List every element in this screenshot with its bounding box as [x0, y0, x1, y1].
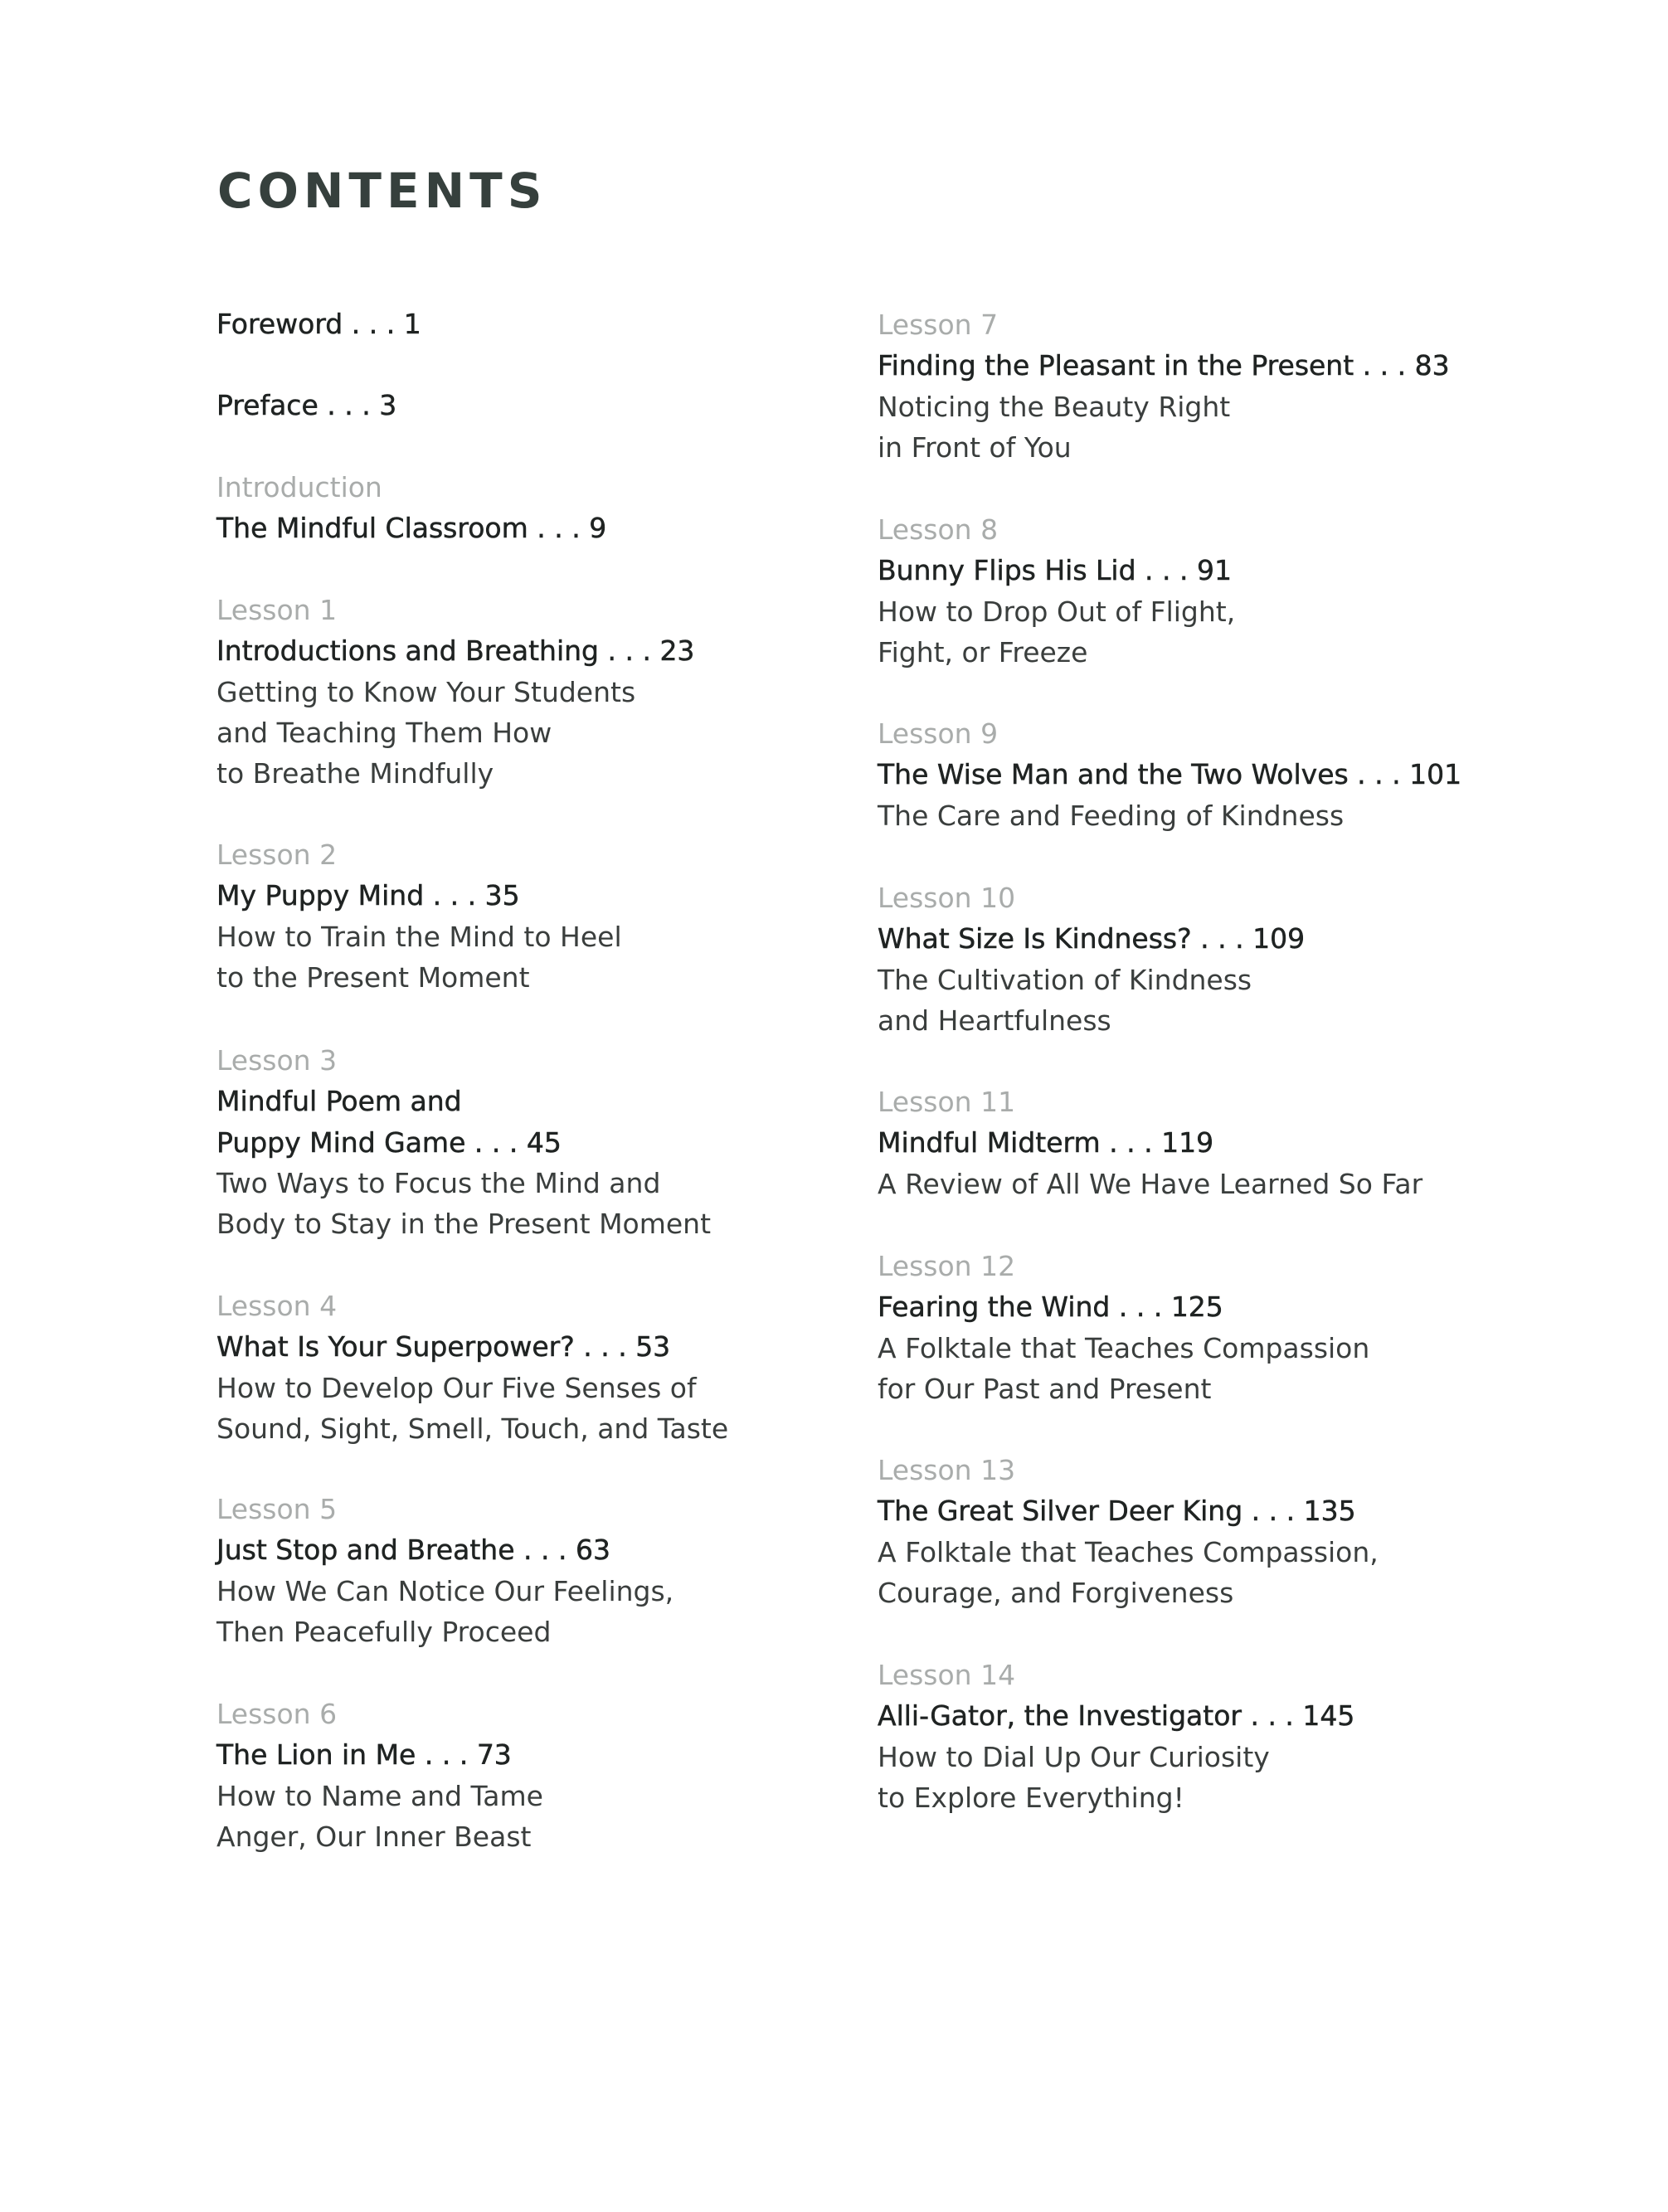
toc-entry[interactable] — [878, 1450, 1379, 1613]
entry-title[interactable] — [878, 550, 1235, 591]
dot-leader: . . . — [343, 308, 404, 340]
toc-entry[interactable] — [216, 385, 396, 425]
entry-subtitle: A Folktale that Teaches Compassion — [878, 1331, 1370, 1364]
entry-subtitle: Anger, Our Inner Beast — [216, 1820, 532, 1853]
entry-subtitle: How to Dial Up Our Curiosity — [878, 1740, 1270, 1773]
entry-subtitle: Fight, or Freeze — [878, 635, 1088, 668]
entry-subtitle: How to Name and Tame — [216, 1779, 543, 1812]
toc-entry[interactable] — [878, 713, 1461, 836]
entry-subtitle: to the Present Moment — [216, 960, 530, 994]
entry-label: Lesson 10 — [878, 882, 1016, 914]
entry-title-text: Mindful Midterm — [878, 1126, 1101, 1159]
dot-leader: . . . — [599, 634, 660, 668]
entry-label: Lesson 1 — [216, 594, 338, 626]
entry-title-text: The Mindful Classroom — [216, 512, 528, 545]
entry-label: Lesson 6 — [216, 1698, 338, 1730]
toc-entry[interactable] — [878, 509, 1235, 673]
toc-entry[interactable] — [878, 1655, 1354, 1818]
entry-label: Lesson 4 — [216, 1290, 338, 1322]
entry-title[interactable] — [878, 1490, 1379, 1531]
entry-title-text: Introductions and Breathing — [216, 634, 599, 668]
entry-subtitle: Body to Stay in the Present Moment — [216, 1208, 712, 1241]
toc-entry[interactable] — [216, 590, 694, 794]
toc-entry[interactable] — [878, 878, 1305, 1041]
entry-title-text: What Size Is Kindness? — [878, 922, 1192, 955]
page-title: CONTENTS — [217, 163, 547, 219]
toc-entry[interactable] — [216, 467, 606, 549]
entry-label: Lesson 12 — [878, 1250, 1016, 1282]
entry-subtitle: Getting to Know Your Students — [216, 675, 636, 708]
dot-leader: . . . — [1354, 349, 1415, 382]
toc-entry[interactable] — [216, 834, 622, 998]
toc-entry[interactable] — [216, 1286, 728, 1449]
entry-title-text: Just Stop and Breathe — [216, 1534, 515, 1567]
entry-label: Lesson 7 — [878, 309, 999, 341]
entry-subtitle: Sound, Sight, Smell, Touch, and Taste — [216, 1412, 729, 1445]
entry-label: Lesson 11 — [878, 1086, 1016, 1118]
page-number: 35 — [484, 879, 520, 912]
entry-subtitle: and Heartfulness — [878, 1004, 1111, 1037]
entry-title[interactable] — [878, 1286, 1369, 1327]
dot-leader: . . . — [1100, 1126, 1162, 1159]
entry-subtitle: A Folktale that Teaches Compassion, — [878, 1535, 1379, 1568]
page-number: 45 — [526, 1125, 562, 1159]
entry-label: Lesson 2 — [216, 839, 338, 871]
entry-title[interactable] — [878, 1122, 1422, 1163]
toc-entry[interactable] — [878, 304, 1450, 468]
entry-subtitle: How to Train the Mind to Heel — [216, 920, 622, 953]
entry-title[interactable] — [216, 1529, 674, 1570]
entry-subtitle: The Cultivation of Kindness — [878, 963, 1252, 996]
entry-label: Introduction — [216, 471, 382, 503]
entry-title[interactable] — [216, 1122, 711, 1163]
dot-leader: . . . — [1348, 758, 1410, 791]
toc-entry[interactable] — [878, 1246, 1369, 1409]
entry-title[interactable] — [216, 630, 694, 671]
page-number: 125 — [1170, 1291, 1223, 1324]
entry-subtitle: to Breathe Mindfully — [216, 757, 494, 790]
entry-subtitle: Noticing the Beauty Right — [878, 390, 1231, 423]
toc-entry[interactable] — [216, 1489, 674, 1652]
entry-title-text: Foreword — [216, 308, 343, 340]
entry-subtitle: How to Develop Our Five Senses of — [216, 1371, 697, 1404]
dot-leader: . . . — [1110, 1291, 1171, 1324]
entry-title[interactable] — [878, 345, 1450, 386]
entry-title[interactable] — [878, 754, 1461, 795]
entry-label: Lesson 3 — [216, 1044, 338, 1077]
dot-leader: . . . — [424, 879, 485, 912]
entry-title-text: My Puppy Mind — [216, 879, 425, 912]
entry-title[interactable] — [216, 1326, 728, 1367]
page-number: 23 — [659, 634, 695, 668]
entry-title[interactable] — [878, 918, 1305, 959]
entry-title-text: What Is Your Superpower? — [216, 1330, 575, 1364]
dot-leader: . . . — [1136, 554, 1197, 587]
entry-subtitle: to Explore Everything! — [878, 1781, 1184, 1814]
dot-leader: . . . — [574, 1330, 636, 1364]
dot-leader: . . . — [318, 389, 380, 421]
page-number: 91 — [1196, 554, 1232, 587]
entry-title[interactable] — [878, 1695, 1354, 1736]
entry-title-text: Bunny Flips His Lid — [878, 554, 1136, 587]
entry-subtitle: How We Can Notice Our Feelings, — [216, 1574, 674, 1607]
page-number: 119 — [1161, 1126, 1214, 1159]
page-number: 83 — [1414, 349, 1450, 382]
entry-title-text: The Lion in Me — [216, 1738, 416, 1772]
entry-subtitle: How to Drop Out of Flight, — [878, 595, 1236, 628]
toc-entry[interactable] — [878, 1082, 1422, 1204]
page-number: 1 — [403, 308, 421, 340]
toc-entry[interactable] — [216, 1040, 711, 1244]
entry-subtitle: and Teaching Them How — [216, 716, 552, 749]
entry-subtitle: Then Peacefully Proceed — [216, 1615, 552, 1648]
entry-title[interactable] — [216, 385, 396, 425]
page-number: 63 — [575, 1534, 610, 1567]
dot-leader: . . . — [514, 1534, 576, 1567]
page-number: 145 — [1302, 1699, 1355, 1733]
entry-subtitle: for Our Past and Present — [878, 1372, 1212, 1405]
page-number: 9 — [589, 512, 607, 545]
entry-label: Lesson 14 — [878, 1659, 1016, 1691]
entry-subtitle: Two Ways to Focus the Mind and — [216, 1166, 661, 1199]
entry-title-line: Mindful Poem and — [216, 1085, 462, 1118]
entry-title-text: Alli-Gator, the Investigator — [878, 1699, 1242, 1733]
dot-leader: . . . — [1242, 1495, 1304, 1528]
entry-title-text: Preface — [216, 389, 319, 421]
entry-title-text: Puppy Mind Game — [216, 1125, 466, 1159]
entry-label: Lesson 9 — [878, 717, 999, 750]
entry-subtitle: in Front of You — [878, 430, 1072, 464]
entry-title[interactable] — [216, 304, 421, 344]
toc-entry[interactable] — [216, 304, 421, 344]
page-number: 109 — [1252, 922, 1306, 955]
entry-title[interactable] — [216, 1734, 543, 1775]
toc-entry[interactable] — [216, 1694, 543, 1857]
entry-label: Lesson 8 — [878, 513, 999, 546]
page-number: 53 — [635, 1330, 671, 1364]
entry-title-text: Finding the Pleasant in the Present — [878, 349, 1354, 382]
entry-title[interactable] — [216, 508, 606, 548]
dot-leader: . . . — [528, 512, 590, 545]
entry-title[interactable] — [216, 875, 622, 916]
dot-leader: . . . — [465, 1125, 527, 1159]
entry-label: Lesson 5 — [216, 1493, 338, 1525]
dot-leader: . . . — [1191, 922, 1253, 955]
entry-title-text: The Wise Man and the Two Wolves — [878, 758, 1349, 791]
entry-title-text: Fearing the Wind — [878, 1291, 1111, 1324]
page-number: 135 — [1303, 1495, 1356, 1528]
entry-title-text: The Great Silver Deer King — [878, 1495, 1243, 1528]
page-number: 101 — [1409, 758, 1462, 791]
entry-subtitle: The Care and Feeding of Kindness — [878, 799, 1345, 832]
page-number: 3 — [379, 389, 397, 421]
dot-leader: . . . — [1241, 1699, 1303, 1733]
dot-leader: . . . — [416, 1738, 477, 1772]
entry-subtitle: Courage, and Forgiveness — [878, 1576, 1234, 1609]
entry-subtitle: A Review of All We Have Learned So Far — [878, 1167, 1423, 1200]
entry-label: Lesson 13 — [878, 1454, 1016, 1486]
page-number: 73 — [476, 1738, 512, 1772]
